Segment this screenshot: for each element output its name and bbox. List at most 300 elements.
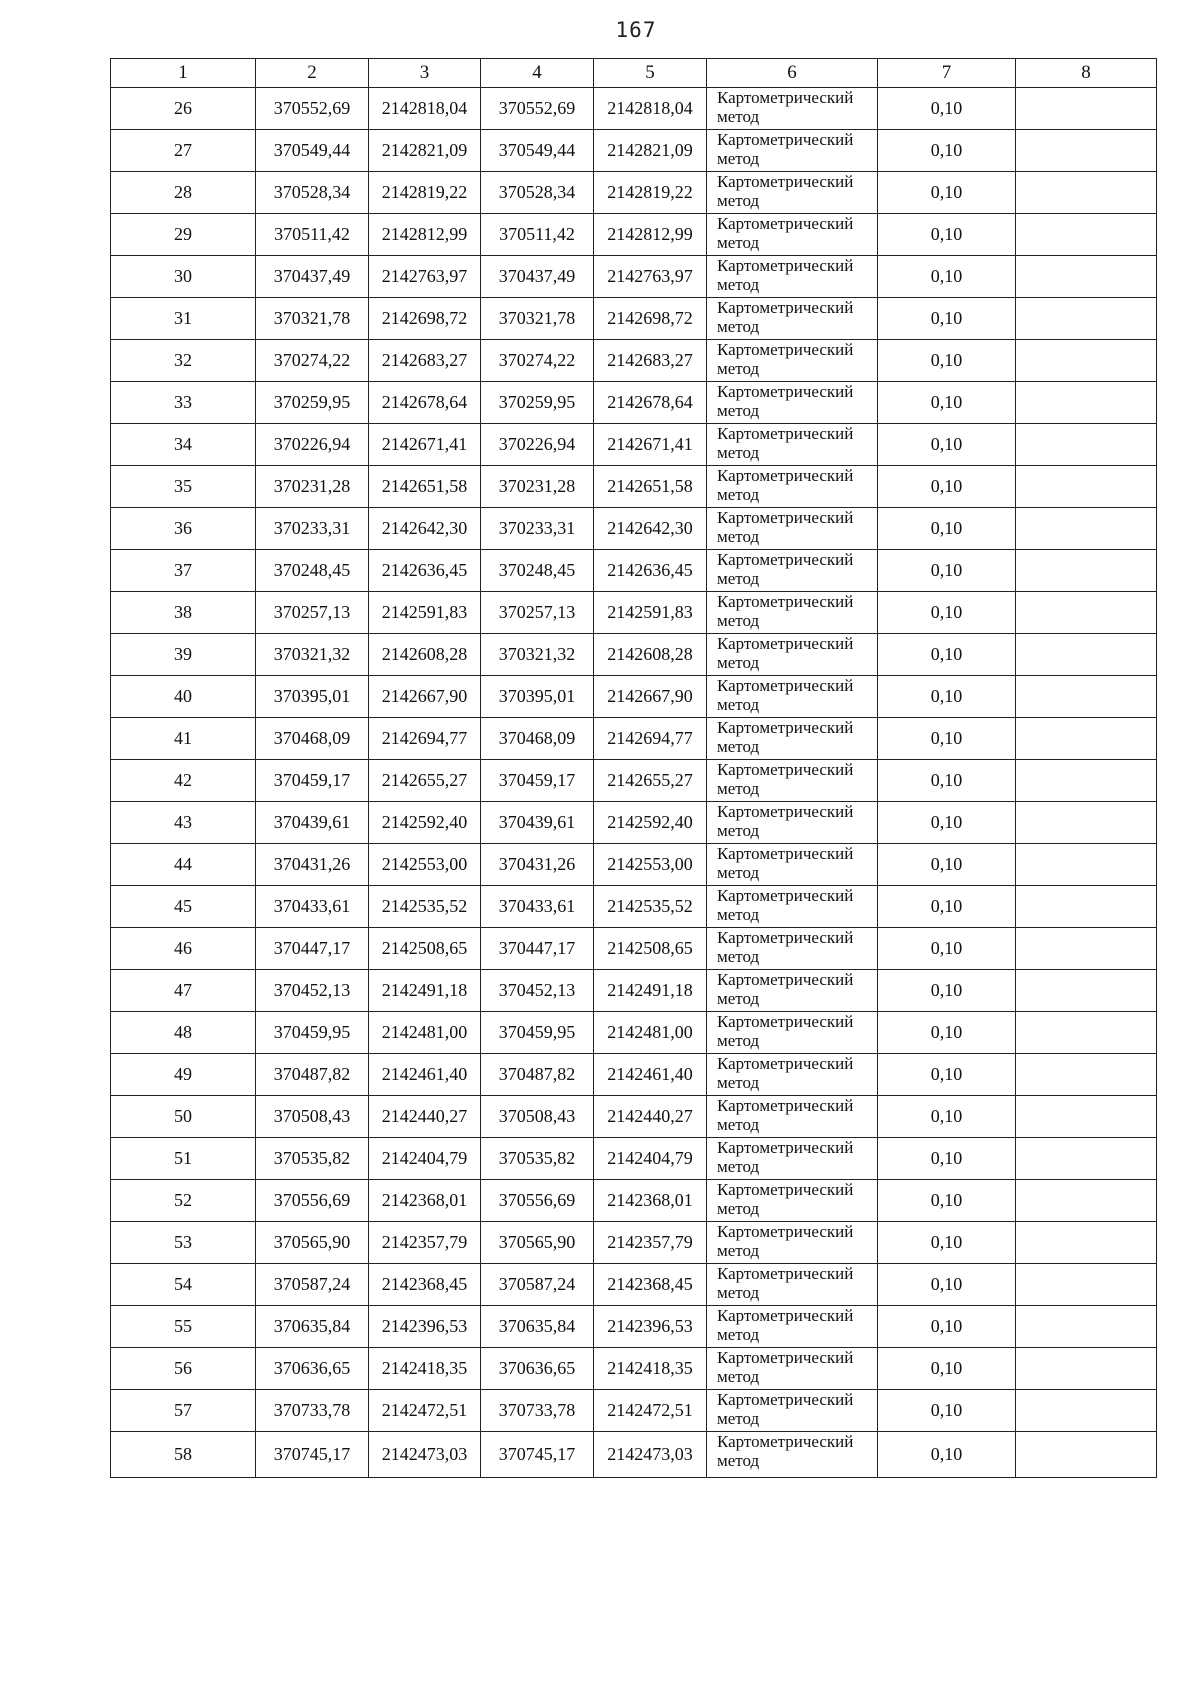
method-text: Картометрический	[717, 1222, 854, 1241]
method-text: Картометрический	[717, 214, 854, 233]
table-row	[111, 214, 1157, 256]
method-text: метод	[717, 1115, 760, 1134]
x-coordinate-cell: 370636,65	[481, 1348, 594, 1390]
y-coordinate-cell: 2142667,90	[594, 676, 707, 718]
method-text: Картометрический	[717, 1012, 854, 1031]
table-row	[111, 1348, 1157, 1390]
method-text: метод	[717, 1241, 760, 1260]
method-text: метод	[717, 233, 760, 252]
y-coordinate-cell: 2142473,03	[369, 1432, 481, 1478]
method-text: Картометрический	[717, 970, 854, 989]
y-coordinate-cell: 2142491,18	[594, 970, 707, 1012]
table-row	[111, 550, 1157, 592]
note-cell	[1016, 676, 1157, 718]
y-coordinate-cell: 2142357,79	[369, 1222, 481, 1264]
note-cell	[1016, 1348, 1157, 1390]
method-text: метод	[717, 863, 760, 882]
y-coordinate-cell: 2142418,35	[369, 1348, 481, 1390]
y-coordinate-cell: 2142694,77	[594, 718, 707, 760]
note-cell	[1016, 634, 1157, 676]
column-header: 8	[1016, 59, 1157, 88]
y-coordinate-cell: 2142491,18	[369, 970, 481, 1012]
note-cell	[1016, 172, 1157, 214]
y-coordinate-cell: 2142368,01	[369, 1180, 481, 1222]
x-coordinate-cell: 370511,42	[481, 214, 594, 256]
x-coordinate-cell: 370587,24	[256, 1264, 369, 1306]
method-text: метод	[717, 191, 760, 210]
x-coordinate-cell: 370636,65	[256, 1348, 369, 1390]
y-coordinate-cell: 2142678,64	[594, 382, 707, 424]
x-coordinate-cell: 370635,84	[481, 1306, 594, 1348]
x-coordinate-cell: 370745,17	[481, 1432, 594, 1478]
method-text: Картометрический	[717, 1390, 854, 1409]
x-coordinate-cell: 370459,17	[481, 760, 594, 802]
method-text: Картометрический	[717, 802, 854, 821]
point-number-cell: 53	[111, 1222, 256, 1264]
note-cell	[1016, 340, 1157, 382]
accuracy-cell: 0,10	[878, 466, 1016, 508]
y-coordinate-cell: 2142404,79	[594, 1138, 707, 1180]
x-coordinate-cell: 370447,17	[256, 928, 369, 970]
y-coordinate-cell: 2142763,97	[369, 256, 481, 298]
y-coordinate-cell: 2142481,00	[369, 1012, 481, 1054]
x-coordinate-cell: 370431,26	[481, 844, 594, 886]
note-cell	[1016, 1054, 1157, 1096]
point-number-cell: 47	[111, 970, 256, 1012]
method-text: метод	[717, 1367, 760, 1386]
y-coordinate-cell: 2142683,27	[594, 340, 707, 382]
method-text: Картометрический	[717, 1306, 854, 1325]
method-text: Картометрический	[717, 634, 854, 653]
method-text: метод	[717, 611, 760, 630]
accuracy-cell: 0,10	[878, 676, 1016, 718]
method-text: Картометрический	[717, 1054, 854, 1073]
x-coordinate-cell: 370556,69	[481, 1180, 594, 1222]
point-number-cell: 32	[111, 340, 256, 382]
table-row	[111, 130, 1157, 172]
note-cell	[1016, 928, 1157, 970]
method-text: метод	[717, 1325, 760, 1344]
point-number-cell: 37	[111, 550, 256, 592]
x-coordinate-cell: 370248,45	[256, 550, 369, 592]
method-cell	[707, 676, 878, 718]
point-number-cell: 56	[111, 1348, 256, 1390]
table-row	[111, 844, 1157, 886]
point-number-cell: 54	[111, 1264, 256, 1306]
method-text: метод	[717, 1283, 760, 1302]
x-coordinate-cell: 370552,69	[256, 88, 369, 130]
x-coordinate-cell: 370565,90	[481, 1222, 594, 1264]
x-coordinate-cell: 370257,13	[481, 592, 594, 634]
accuracy-cell: 0,10	[878, 508, 1016, 550]
x-coordinate-cell: 370248,45	[481, 550, 594, 592]
accuracy-cell: 0,10	[878, 1012, 1016, 1054]
accuracy-cell: 0,10	[878, 802, 1016, 844]
x-coordinate-cell: 370226,94	[481, 424, 594, 466]
x-coordinate-cell: 370535,82	[481, 1138, 594, 1180]
method-text: метод	[717, 737, 760, 756]
point-number-cell: 27	[111, 130, 256, 172]
table-row	[111, 1222, 1157, 1264]
note-cell	[1016, 1390, 1157, 1432]
accuracy-cell: 0,10	[878, 1264, 1016, 1306]
y-coordinate-cell: 2142818,04	[594, 88, 707, 130]
x-coordinate-cell: 370733,78	[256, 1390, 369, 1432]
method-cell	[707, 718, 878, 760]
column-header: 1	[111, 59, 256, 88]
header-row	[111, 59, 1157, 88]
method-text: Картометрический	[717, 676, 854, 695]
point-number-cell: 50	[111, 1096, 256, 1138]
method-cell	[707, 592, 878, 634]
table-row	[111, 1096, 1157, 1138]
table-row	[111, 340, 1157, 382]
note-cell	[1016, 1264, 1157, 1306]
x-coordinate-cell: 370635,84	[256, 1306, 369, 1348]
y-coordinate-cell: 2142812,99	[594, 214, 707, 256]
point-number-cell: 57	[111, 1390, 256, 1432]
point-number-cell: 42	[111, 760, 256, 802]
accuracy-cell: 0,10	[878, 214, 1016, 256]
x-coordinate-cell: 370321,32	[481, 634, 594, 676]
note-cell	[1016, 1138, 1157, 1180]
table-row	[111, 382, 1157, 424]
y-coordinate-cell: 2142671,41	[369, 424, 481, 466]
y-coordinate-cell: 2142812,99	[369, 214, 481, 256]
method-cell	[707, 1054, 878, 1096]
table-row	[111, 1138, 1157, 1180]
x-coordinate-cell: 370552,69	[481, 88, 594, 130]
point-number-cell: 34	[111, 424, 256, 466]
y-coordinate-cell: 2142642,30	[369, 508, 481, 550]
y-coordinate-cell: 2142440,27	[369, 1096, 481, 1138]
note-cell	[1016, 1432, 1157, 1478]
table-row	[111, 928, 1157, 970]
note-cell	[1016, 1222, 1157, 1264]
x-coordinate-cell: 370459,17	[256, 760, 369, 802]
x-coordinate-cell: 370437,49	[481, 256, 594, 298]
method-cell	[707, 1264, 878, 1306]
accuracy-cell: 0,10	[878, 1054, 1016, 1096]
x-coordinate-cell: 370459,95	[481, 1012, 594, 1054]
method-cell	[707, 1138, 878, 1180]
method-text: метод	[717, 989, 760, 1008]
x-coordinate-cell: 370745,17	[256, 1432, 369, 1478]
accuracy-cell: 0,10	[878, 634, 1016, 676]
method-text: метод	[717, 1157, 760, 1176]
point-number-cell: 58	[111, 1432, 256, 1478]
point-number-cell: 36	[111, 508, 256, 550]
note-cell	[1016, 256, 1157, 298]
table-row	[111, 298, 1157, 340]
x-coordinate-cell: 370549,44	[481, 130, 594, 172]
x-coordinate-cell: 370433,61	[481, 886, 594, 928]
x-coordinate-cell: 370508,43	[256, 1096, 369, 1138]
x-coordinate-cell: 370565,90	[256, 1222, 369, 1264]
method-text: Картометрический	[717, 1096, 854, 1115]
accuracy-cell: 0,10	[878, 1096, 1016, 1138]
y-coordinate-cell: 2142655,27	[369, 760, 481, 802]
x-coordinate-cell: 370433,61	[256, 886, 369, 928]
method-cell	[707, 844, 878, 886]
table-row	[111, 970, 1157, 1012]
x-coordinate-cell: 370452,13	[256, 970, 369, 1012]
table-row	[111, 1180, 1157, 1222]
y-coordinate-cell: 2142461,40	[594, 1054, 707, 1096]
method-text: Картометрический	[717, 592, 854, 611]
y-coordinate-cell: 2142535,52	[369, 886, 481, 928]
y-coordinate-cell: 2142553,00	[369, 844, 481, 886]
table-row	[111, 1306, 1157, 1348]
method-text: Картометрический	[717, 298, 854, 317]
method-text: Картометрический	[717, 844, 854, 863]
method-cell	[707, 1306, 878, 1348]
method-text: метод	[717, 653, 760, 672]
accuracy-cell: 0,10	[878, 844, 1016, 886]
method-text: Картометрический	[717, 1348, 854, 1367]
method-cell	[707, 340, 878, 382]
method-text: Картометрический	[717, 340, 854, 359]
y-coordinate-cell: 2142819,22	[594, 172, 707, 214]
y-coordinate-cell: 2142461,40	[369, 1054, 481, 1096]
y-coordinate-cell: 2142636,45	[369, 550, 481, 592]
x-coordinate-cell: 370431,26	[256, 844, 369, 886]
method-cell	[707, 550, 878, 592]
point-number-cell: 39	[111, 634, 256, 676]
table-row	[111, 1390, 1157, 1432]
y-coordinate-cell: 2142481,00	[594, 1012, 707, 1054]
note-cell	[1016, 214, 1157, 256]
method-text: Картометрический	[717, 508, 854, 527]
table-row	[111, 1264, 1157, 1306]
x-coordinate-cell: 370321,78	[256, 298, 369, 340]
method-text: метод	[717, 443, 760, 462]
method-text: Картометрический	[717, 382, 854, 401]
method-text: Картометрический	[717, 928, 854, 947]
table-row	[111, 466, 1157, 508]
y-coordinate-cell: 2142667,90	[369, 676, 481, 718]
y-coordinate-cell: 2142591,83	[594, 592, 707, 634]
method-text: Картометрический	[717, 130, 854, 149]
method-text: метод	[717, 569, 760, 588]
point-number-cell: 46	[111, 928, 256, 970]
x-coordinate-cell: 370439,61	[481, 802, 594, 844]
point-number-cell: 26	[111, 88, 256, 130]
method-text: метод	[717, 905, 760, 924]
x-coordinate-cell: 370274,22	[481, 340, 594, 382]
note-cell	[1016, 1180, 1157, 1222]
accuracy-cell: 0,10	[878, 340, 1016, 382]
method-cell	[707, 1432, 878, 1478]
x-coordinate-cell: 370528,34	[256, 172, 369, 214]
accuracy-cell: 0,10	[878, 256, 1016, 298]
y-coordinate-cell: 2142440,27	[594, 1096, 707, 1138]
accuracy-cell: 0,10	[878, 88, 1016, 130]
method-cell	[707, 298, 878, 340]
method-cell	[707, 886, 878, 928]
x-coordinate-cell: 370437,49	[256, 256, 369, 298]
method-text: Картометрический	[717, 886, 854, 905]
y-coordinate-cell: 2142698,72	[594, 298, 707, 340]
column-header: 5	[594, 59, 707, 88]
x-coordinate-cell: 370535,82	[256, 1138, 369, 1180]
note-cell	[1016, 592, 1157, 634]
method-cell	[707, 970, 878, 1012]
method-cell	[707, 508, 878, 550]
method-cell	[707, 130, 878, 172]
y-coordinate-cell: 2142368,45	[369, 1264, 481, 1306]
method-text: Картометрический	[717, 424, 854, 443]
x-coordinate-cell: 370259,95	[256, 382, 369, 424]
method-text: метод	[717, 401, 760, 420]
point-number-cell: 43	[111, 802, 256, 844]
x-coordinate-cell: 370459,95	[256, 1012, 369, 1054]
x-coordinate-cell: 370447,17	[481, 928, 594, 970]
accuracy-cell: 0,10	[878, 172, 1016, 214]
point-number-cell: 29	[111, 214, 256, 256]
method-cell	[707, 1012, 878, 1054]
accuracy-cell: 0,10	[878, 760, 1016, 802]
method-text: метод	[717, 275, 760, 294]
table-row	[111, 424, 1157, 466]
accuracy-cell: 0,10	[878, 970, 1016, 1012]
y-coordinate-cell: 2142368,45	[594, 1264, 707, 1306]
y-coordinate-cell: 2142368,01	[594, 1180, 707, 1222]
note-cell	[1016, 1306, 1157, 1348]
table-row	[111, 172, 1157, 214]
method-text: метод	[717, 1031, 760, 1050]
y-coordinate-cell: 2142608,28	[594, 634, 707, 676]
x-coordinate-cell: 370733,78	[481, 1390, 594, 1432]
x-coordinate-cell: 370231,28	[256, 466, 369, 508]
accuracy-cell: 0,10	[878, 928, 1016, 970]
method-cell	[707, 424, 878, 466]
note-cell	[1016, 1012, 1157, 1054]
y-coordinate-cell: 2142671,41	[594, 424, 707, 466]
table-row	[111, 886, 1157, 928]
point-number-cell: 52	[111, 1180, 256, 1222]
method-text: метод	[717, 947, 760, 966]
x-coordinate-cell: 370439,61	[256, 802, 369, 844]
accuracy-cell: 0,10	[878, 1306, 1016, 1348]
x-coordinate-cell: 370231,28	[481, 466, 594, 508]
x-coordinate-cell: 370487,82	[256, 1054, 369, 1096]
note-cell	[1016, 802, 1157, 844]
point-number-cell: 48	[111, 1012, 256, 1054]
point-number-cell: 41	[111, 718, 256, 760]
method-text: метод	[717, 821, 760, 840]
point-number-cell: 31	[111, 298, 256, 340]
point-number-cell: 45	[111, 886, 256, 928]
table-row	[111, 1432, 1157, 1478]
method-text: метод	[717, 359, 760, 378]
method-text: метод	[717, 317, 760, 336]
method-cell	[707, 256, 878, 298]
point-number-cell: 35	[111, 466, 256, 508]
y-coordinate-cell: 2142698,72	[369, 298, 481, 340]
accuracy-cell: 0,10	[878, 130, 1016, 172]
accuracy-cell: 0,10	[878, 718, 1016, 760]
y-coordinate-cell: 2142821,09	[594, 130, 707, 172]
accuracy-cell: 0,10	[878, 550, 1016, 592]
accuracy-cell: 0,10	[878, 382, 1016, 424]
x-coordinate-cell: 370395,01	[256, 676, 369, 718]
method-text: метод	[717, 1199, 760, 1218]
y-coordinate-cell: 2142553,00	[594, 844, 707, 886]
x-coordinate-cell: 370549,44	[256, 130, 369, 172]
y-coordinate-cell: 2142821,09	[369, 130, 481, 172]
table-header	[111, 59, 1157, 88]
method-cell	[707, 88, 878, 130]
method-cell	[707, 1222, 878, 1264]
y-coordinate-cell: 2142591,83	[369, 592, 481, 634]
y-coordinate-cell: 2142642,30	[594, 508, 707, 550]
method-text: Картометрический	[717, 466, 854, 485]
point-number-cell: 49	[111, 1054, 256, 1096]
method-text: метод	[717, 107, 760, 126]
y-coordinate-cell: 2142819,22	[369, 172, 481, 214]
method-text: Картометрический	[717, 172, 854, 191]
table-body	[111, 88, 1157, 1478]
accuracy-cell: 0,10	[878, 1432, 1016, 1478]
table-row	[111, 1012, 1157, 1054]
method-cell	[707, 1096, 878, 1138]
x-coordinate-cell: 370528,34	[481, 172, 594, 214]
method-text: Картометрический	[717, 760, 854, 779]
method-text: метод	[717, 527, 760, 546]
method-text: Картометрический	[717, 88, 854, 107]
x-coordinate-cell: 370321,32	[256, 634, 369, 676]
y-coordinate-cell: 2142636,45	[594, 550, 707, 592]
y-coordinate-cell: 2142592,40	[594, 802, 707, 844]
y-coordinate-cell: 2142694,77	[369, 718, 481, 760]
note-cell	[1016, 970, 1157, 1012]
x-coordinate-cell: 370452,13	[481, 970, 594, 1012]
method-text: метод	[717, 695, 760, 714]
x-coordinate-cell: 370511,42	[256, 214, 369, 256]
method-text: метод	[717, 1451, 760, 1470]
method-text: метод	[717, 149, 760, 168]
note-cell	[1016, 760, 1157, 802]
accuracy-cell: 0,10	[878, 1390, 1016, 1432]
accuracy-cell: 0,10	[878, 592, 1016, 634]
point-number-cell: 55	[111, 1306, 256, 1348]
x-coordinate-cell: 370233,31	[481, 508, 594, 550]
note-cell	[1016, 298, 1157, 340]
y-coordinate-cell: 2142535,52	[594, 886, 707, 928]
method-cell	[707, 382, 878, 424]
page-number: 167	[615, 18, 657, 42]
point-number-cell: 44	[111, 844, 256, 886]
note-cell	[1016, 844, 1157, 886]
method-text: Картометрический	[717, 1432, 854, 1451]
y-coordinate-cell: 2142472,51	[594, 1390, 707, 1432]
table-row	[111, 256, 1157, 298]
y-coordinate-cell: 2142357,79	[594, 1222, 707, 1264]
method-text: Картометрический	[717, 1180, 854, 1199]
table-row	[111, 760, 1157, 802]
y-coordinate-cell: 2142683,27	[369, 340, 481, 382]
note-cell	[1016, 424, 1157, 466]
table-row	[111, 676, 1157, 718]
x-coordinate-cell: 370487,82	[481, 1054, 594, 1096]
note-cell	[1016, 718, 1157, 760]
note-cell	[1016, 130, 1157, 172]
note-cell	[1016, 508, 1157, 550]
column-header: 4	[481, 59, 594, 88]
table-row	[111, 718, 1157, 760]
y-coordinate-cell: 2142404,79	[369, 1138, 481, 1180]
